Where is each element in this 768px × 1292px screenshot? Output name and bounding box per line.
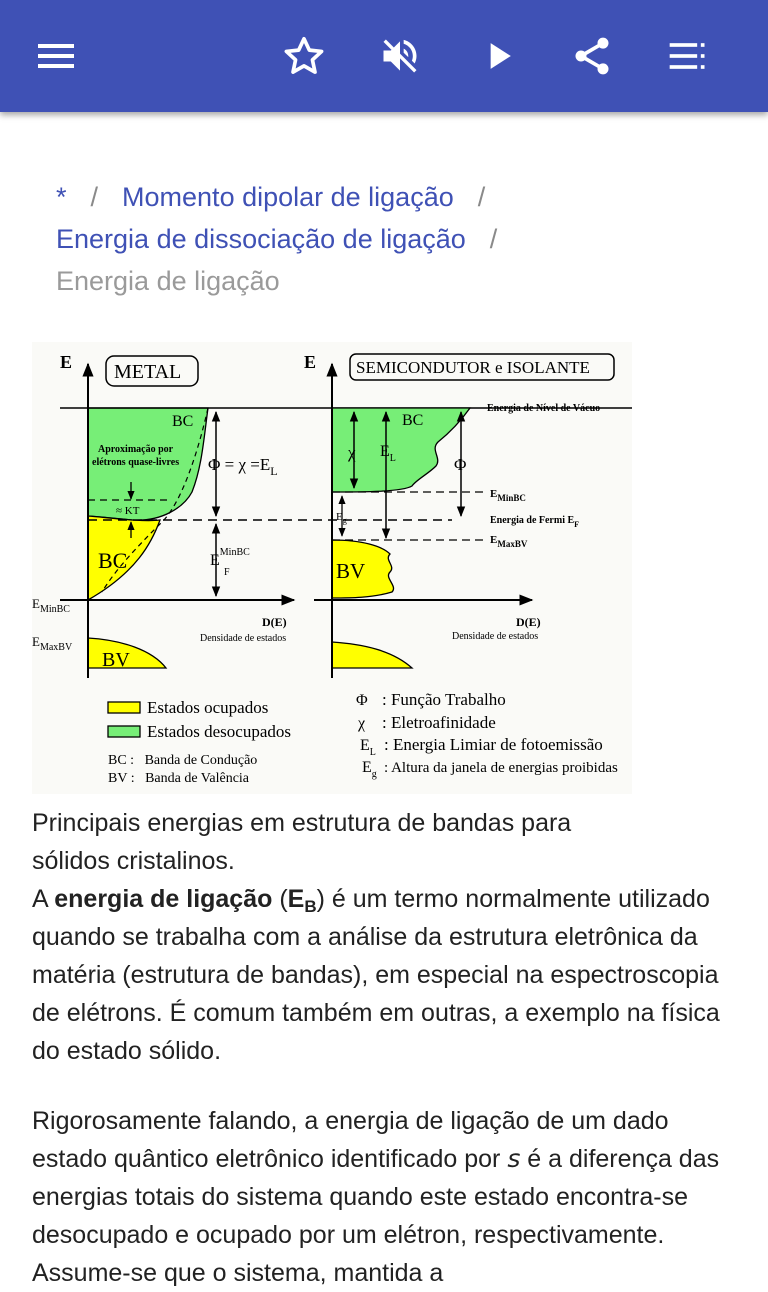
play-icon[interactable]	[474, 32, 522, 80]
app-toolbar	[0, 0, 768, 112]
bold-term: energia de ligação	[54, 885, 273, 913]
paragraph-text: Rigorosamente falando, a energia de ligação de um dado estado quântico eletrônico identificado por	[32, 1107, 669, 1173]
list-icon[interactable]	[664, 32, 712, 80]
italic-symbol: s	[507, 1144, 521, 1173]
legend-unoccupied-swatch	[108, 726, 140, 737]
breadcrumb-link-momento-dipolar[interactable]: Momento dipolar de ligação	[122, 182, 454, 212]
legend-unoccupied-label: Estados desocupados	[147, 722, 292, 741]
eminbc-label: $E_{MinBC}$	[490, 488, 526, 503]
emaxbv-label: $E_{MaxBV}$	[490, 534, 528, 549]
breadcrumb-current: Energia de ligação	[56, 266, 280, 296]
metal-phi-equation: $\Phi = \chi =E_L$	[208, 455, 278, 478]
semi-bv-label: BV	[336, 559, 366, 583]
vacuum-level-label: Energia de Nível de Vácuo	[487, 403, 601, 414]
paragraph-text: (	[272, 885, 288, 913]
semi-title: SEMICONDUTOR e ISOLANTE	[356, 358, 590, 377]
breadcrumb-separator: /	[90, 182, 99, 212]
figure-caption: Principais energias em estrutura de bandas para sólidos cristalinos.	[32, 809, 572, 875]
band-structure-figure[interactable]	[32, 342, 632, 794]
paragraph-text: A	[32, 885, 55, 913]
semi-el-label: $E_L$	[380, 443, 396, 464]
metal-fermi-label: $E^{MinBC}$ F	[210, 547, 250, 578]
metal-approx-label-1: Aproximação por	[98, 444, 174, 455]
metal-emaxbv-label: $E_{MaxBV}$	[32, 634, 73, 653]
metal-bc-label: BC	[98, 548, 128, 573]
menu-icon[interactable]	[32, 32, 80, 80]
metal-axis-e-label: E	[60, 352, 73, 372]
legend-eg-definition: : Altura da janela de energias proibidas	[384, 760, 618, 776]
metal-density-label: Densidade de estados	[200, 633, 287, 644]
legend-el-definition: : Energia Limiar de fotoemissão	[384, 735, 603, 754]
fermi-level-label: Energia de Fermi $E_F$	[490, 515, 580, 529]
legend-bc-definition: BC : Banda de Condução	[108, 753, 258, 768]
semi-density-label: Densidade de estados	[452, 631, 539, 642]
metal-bv-label: BV	[102, 649, 130, 671]
paragraph-text: é a diferença das energias totais do sistema quando este estado encontra-se desocupado e ocupado por um elétron, respectivamente. Assume-se que o sistema, mantida a	[32, 1145, 720, 1287]
star-icon[interactable]	[280, 32, 328, 80]
legend-occupied-label: Estados ocupados	[147, 698, 269, 717]
semi-chi-label: χ	[348, 443, 356, 462]
legend-phi-definition: : Função Trabalho	[382, 690, 506, 709]
figure-legend	[108, 690, 618, 786]
metal-bc-top-label: BC	[172, 413, 194, 430]
breadcrumb-separator: /	[477, 182, 486, 212]
legend-occupied-swatch	[108, 702, 140, 713]
semi-phi-label: Φ	[454, 455, 467, 474]
legend-el-symbol: $E_L$	[360, 737, 376, 758]
semi-axis-e-label: E	[304, 352, 317, 372]
symbol-eb: $E_B$	[287, 885, 317, 916]
breadcrumb-link-energia-dissociacao[interactable]: Energia de dissociação de ligação	[56, 224, 466, 254]
breadcrumb-separator: /	[489, 224, 498, 254]
legend-bv-definition: BV : Banda de Valência	[108, 771, 250, 786]
paragraph-text: ) é um termo normalmente utilizado quando se trabalha com a análise da estrutura eletrônica da matéria (estrutura de bandas), em especial na espectroscopia de elétrons. É comum também em outras, a exemplo na física do estado sólido.	[32, 885, 720, 1065]
paragraph-intro	[32, 880, 742, 1070]
legend-chi-definition: : Eletroafinidade	[382, 713, 496, 732]
share-icon[interactable]	[568, 32, 616, 80]
paragraph-definition	[32, 1102, 742, 1292]
semi-bc-label: BC	[402, 412, 424, 429]
legend-chi-symbol: χ	[358, 715, 366, 732]
metal-approx-label-2: elétrons quase-livres	[92, 457, 180, 468]
metal-dos-axis-label: D(E)	[262, 615, 287, 629]
semi-lower-band	[332, 642, 412, 668]
semi-dos-axis-label: D(E)	[516, 615, 541, 629]
semiconductor-panel	[304, 352, 614, 678]
semi-eg-label: $E_g$	[336, 511, 347, 525]
breadcrumb	[56, 176, 736, 302]
breadcrumb-root-link[interactable]: *	[56, 182, 67, 212]
metal-eminbc-label: $E_{MinBC}$	[32, 596, 70, 615]
metal-title: METAL	[114, 361, 182, 383]
metal-kt-label: ≈ KT	[116, 505, 140, 517]
volume-off-icon[interactable]	[376, 32, 424, 80]
legend-phi-symbol: Φ	[356, 692, 368, 709]
legend-eg-symbol: $E_g$	[362, 759, 377, 780]
